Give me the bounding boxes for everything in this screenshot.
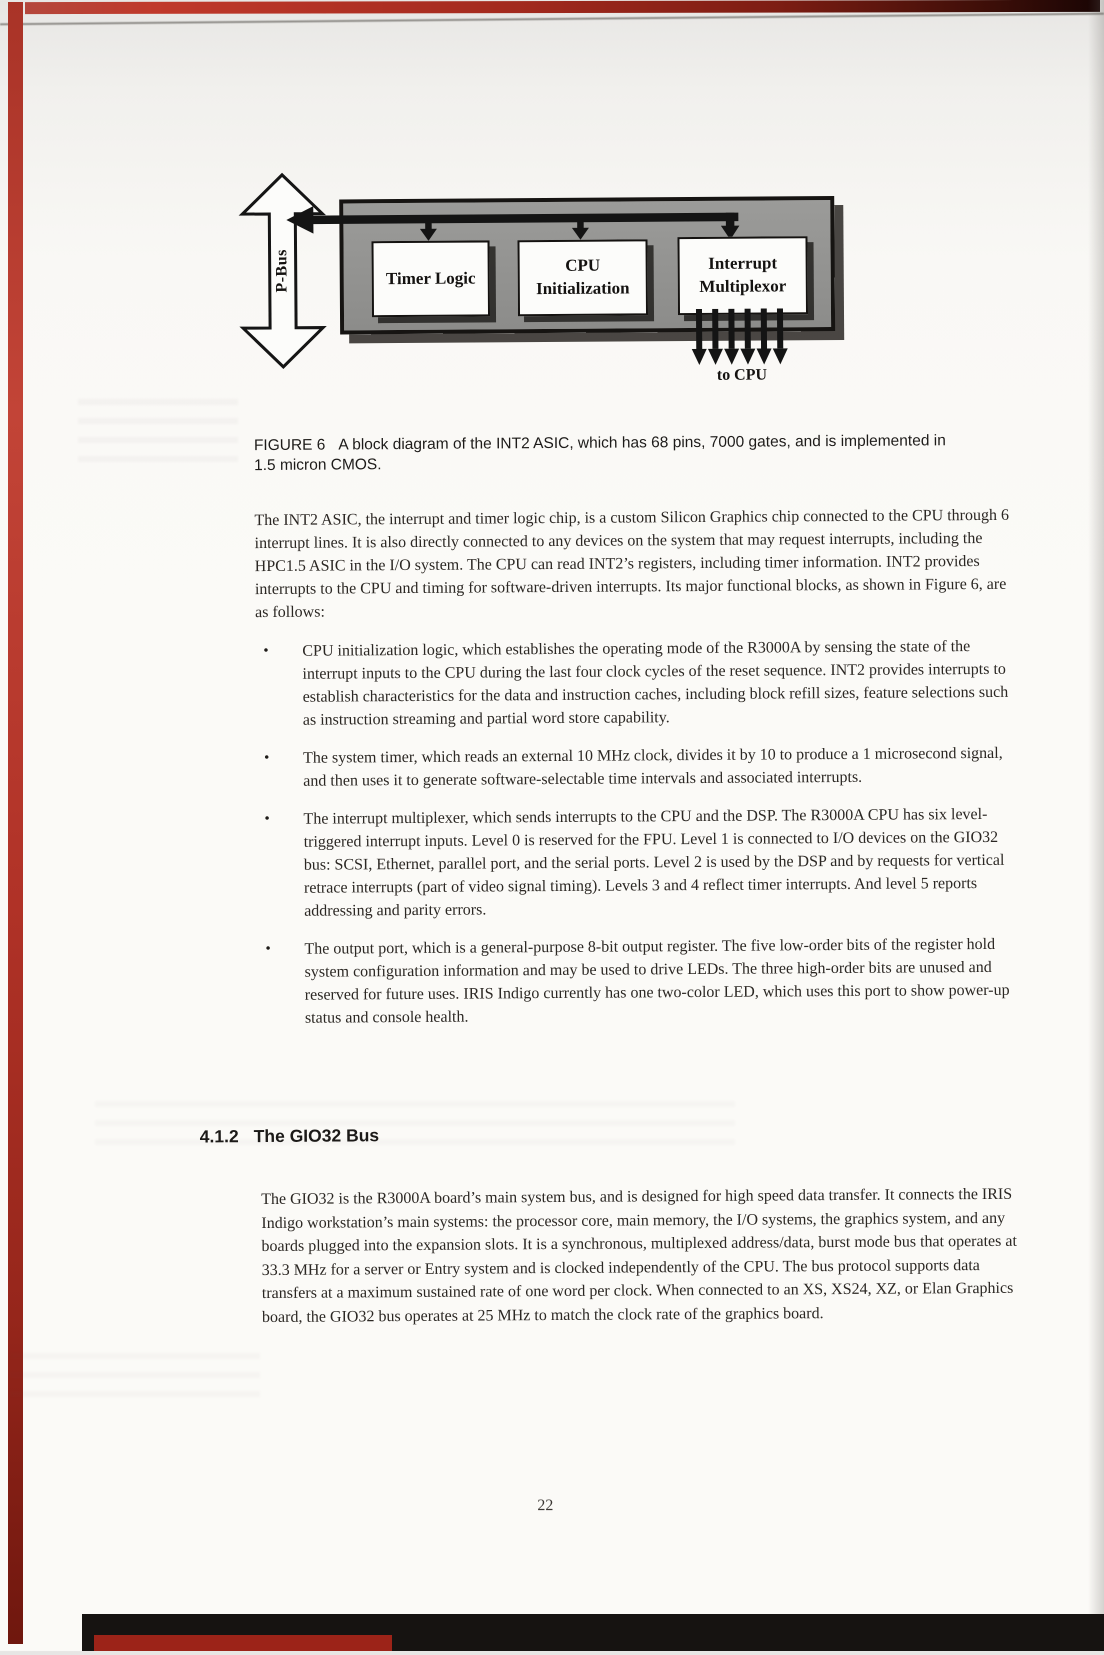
bullet-icon: • bbox=[263, 642, 269, 660]
figure-caption bbox=[254, 431, 954, 477]
block-interrupt-multiplexor-label: Interrupt Multiplexor bbox=[699, 253, 787, 296]
block-cpu-initialization-label: CPU Initialization bbox=[535, 255, 630, 299]
body-column bbox=[254, 504, 1016, 1045]
bullet-icon: • bbox=[264, 810, 270, 828]
interrupt-arrows-to-cpu bbox=[690, 308, 790, 367]
block-interrupt-multiplexor bbox=[677, 236, 808, 315]
bullet-text-output-port: The output port, which is a general-purpose 8-bit output register. The five low-order bits of the register hold system configuration information and may be used to drive LEDs. The three high-order bits are unused and reserved for future uses. IRIS Indigo currently has one two-color LED, which uses this port to show power-up status and console health. bbox=[304, 935, 1010, 1027]
page-number: 22 bbox=[537, 1497, 554, 1515]
block-timer-logic-label: Timer Logic bbox=[385, 268, 476, 288]
section-title: The GIO32 Bus bbox=[253, 1125, 380, 1147]
gio32-paragraph: The GIO32 is the R3000A board’s main system bus, and is designed for high speed data transfer. It connects the IRIS Indigo workstation’s main systems: the processor core, main memory, the I/O systems, the graphics system, and any boards plugged into the expansion slots. It is a synchronous, multiplexed address/data, burst mode bus that operates at 33.3 MHz for a server or Entry system and is clocked independently of the CPU. The bus protocol supports data transfers at a maximum sustained rate of one word per clock. When connected to an XS, XS24, XZ, or Elan Graphics board, the GIO32 bus operates at 25 MHz to match the clock rate of the graphics board. bbox=[261, 1185, 1017, 1326]
bullet-icon: • bbox=[264, 749, 270, 767]
bullet-text-interrupt-multiplexer: The interrupt multiplexer, which sends interrupts to the CPU and the DSP. The R3000A CPU has six level-triggered interrupt inputs. Level 0 is reserved for the FPU. Level 1 is connected to I/O devices on the GIO32 bus: SCSI, Ethernet, parallel port, and the serial ports. Level 2 is used by the DSP and by requests for vertical retrace interrupts (part of video signal timing). Levels 3 and 4 reflect timer interrupts. And level 5 reports addressing and parity errors. bbox=[303, 805, 1005, 920]
bullet-text-system-timer: The system timer, which reads an external 10 MHz clock, divides it by 10 to produce a 1 microsecond signal, and then uses it to generate software-selectable time intervals and associated interrupts. bbox=[303, 744, 1003, 790]
pbus-label-text: P-Bus bbox=[273, 249, 291, 293]
block-timer-logic bbox=[371, 240, 490, 317]
bullet-text-cpu-init: CPU initialization logic, which establishes the operating mode of the R3000A by sensing the state of the interrupt inputs to the CPU during the last four clock cycles of the reset sequence. INT2 provides interrupts to establish characteristics for the data and instruction caches, including block refill sizes, feature selections such as instruction streaming and partial word store capability. bbox=[302, 638, 1009, 729]
list-item bbox=[256, 742, 1014, 793]
block-cpu-initialization bbox=[517, 239, 648, 316]
figure-caption-text: A block diagram of the INT2 ASIC, which has 68 pins, 7000 gates, and is implemented in 1.5 micron CMOS. bbox=[253, 431, 946, 475]
section-heading bbox=[200, 1125, 380, 1147]
list-item bbox=[257, 933, 1016, 1030]
list-item bbox=[256, 803, 1015, 923]
bullet-icon: • bbox=[265, 940, 271, 958]
section-number: 4.1.2 bbox=[199, 1126, 239, 1147]
to-cpu-label: to CPU bbox=[716, 366, 768, 384]
list-item bbox=[255, 635, 1014, 732]
intro-paragraph: The INT2 ASIC, the interrupt and timer logic chip, is a custom Silicon Graphics chip connected to the CPU through 6 interrupt lines. It is also directly connected to any devices on the system that may request interrupts, including the HPC1.5 ASIC in the I/O system. The CPU can read INT2’s registers, including timer information. INT2 provides interrupts to the CPU and timing for software-driven interrupts. Its major functional blocks, as shown in Figure 6, are as follows: bbox=[254, 506, 1010, 622]
bullet-list bbox=[255, 635, 1016, 1030]
figure-caption-number: FIGURE 6 bbox=[253, 436, 326, 454]
